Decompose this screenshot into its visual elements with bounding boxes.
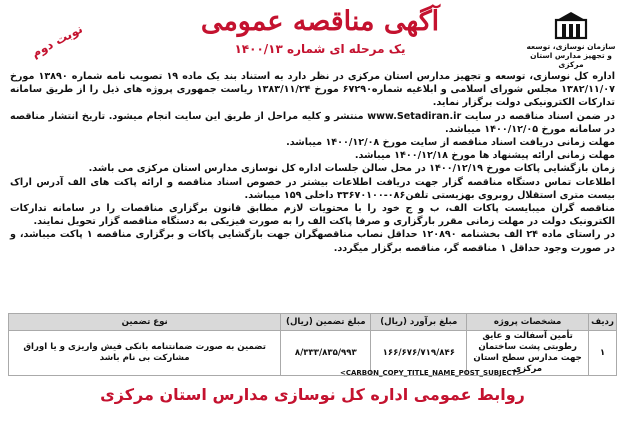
round-badge: نوبت دوم	[29, 21, 85, 61]
header-guarantee-type: نوع تضمین	[9, 314, 281, 331]
organization-block	[523, 10, 619, 69]
cell-guarantee-type: تضمین به صورت ضمانتنامه بانکی فیش واریزی و یا اوراق مشارکت بی نام باشد	[9, 331, 281, 376]
table-header-row	[9, 314, 617, 331]
notice-body	[10, 70, 615, 255]
body-paragraph: مهلت زمانی دریافت اسناد مناقصه از سایت مورخ ۱۴۰۰/۱۲/۰۸ میباشد.	[286, 137, 615, 149]
notice-header	[0, 4, 625, 70]
cell-row-number: ۱	[589, 331, 617, 376]
cell-estimate: ۱۶۶/۶۷۶/۷۱۹/۸۴۶	[371, 331, 467, 376]
table-row	[9, 331, 617, 376]
body-paragraph: اطلاعات تماس دستگاه مناقصه گزار جهت دریافت اطلاعات بیشتر در خصوص اسناد مناقصه و ارائه پاکت های الف آدرس اراک بیست متری استقلال روبروی بهزیستی تلفن۰۸۶-۳۳۶۷۰۱۰۰ داخلی ۱۵۹ میباشد.	[10, 176, 615, 201]
header-estimate: مبلغ برآورد (ریال)	[371, 314, 467, 331]
body-paragraph: در ضمن اسناد مناقصه در سایت www.Setadiran.ir منتشر و کلیه مراحل از طریق این سایت انجام میشود. تاریخ انتشار مناقصه در سامانه مورخ ۱۴۰۰/۱۲/۰۵ میباشد.	[10, 110, 616, 135]
body-paragraph: زمان بازگشایی پاکات مورخ ۱۴۰۰/۱۲/۱۹ در محل سالن جلسات اداره کل نوسازی مدارس استان مرکزی می باشد.	[88, 163, 615, 175]
notice-subtitle: یک مرحله ای شماره ۱۴۰۰/۱۳	[234, 42, 406, 56]
cell-guarantee-amount: ۸/۳۳۳/۸۳۵/۹۹۳	[281, 331, 371, 376]
project-table	[8, 313, 617, 376]
body-paragraph: مهلت زمانی ارائه پیشنهاد ها مورخ ۱۴۰۰/۱۲/۱۸ میباشد.	[354, 150, 615, 162]
header-project-spec: مشخصات پروژه	[467, 314, 589, 331]
cell-project-spec: تأمین آسفالت و عایق رطوبتی پشت ساختمان جهت مدارس سطح استان مرکزی	[467, 331, 589, 376]
header-guarantee-amount: مبلغ تضمین (ریال)	[281, 314, 371, 331]
organization-logo-icon	[554, 10, 588, 40]
public-relations-footer: روابط عمومی اداره کل نوسازی مدارس استان مرکزی	[100, 385, 525, 404]
body-paragraph: مناقصه گران میبایست پاکات الف، ب و ج خود را با محتویات لازم مطابق قانون برگزاری مناقصات را در سامانه تدارکات الکترونیک دولت در مهلت زمانی مقرر بارگزاری و صرفا پاکت الف را به صورت فیزیکی به دستگاه مناقصه گزار تحویل نمایند.	[10, 203, 615, 228]
body-paragraph: اداره کل نوسازی، توسعه و تجهیز مدارس استان مرکزی در نظر دارد به استناد بند یک ماده ۱۹ تصویب نامه شماره ۱۳۸۹۰ مورخ ۱۳۸۲/۱۱/۰۷ مجلس شورای اسلامی و ابلاغیه شماره۶۷۲۹۰ مورخ ۱۳۸۳/۱۱/۲۴ ریاست جمهوری پروژه های ذیل را از طریق سامانه تدارکات الکترونیکی دولت برگزار نماید.	[10, 71, 616, 109]
body-paragraph: در راستای ماده ۲۴ الف بخشنامه ۱۲۰۸۹۰ حداقل نصاب مناقصهگران جهت بازگشایی پاکات و برگزاری مناقصه ۱ پاکت میباشد، و در صورت وجود حداقل ۱ مناقصه گر، مناقصه برگزار میگردد.	[10, 229, 615, 254]
organization-name: سازمان نوسازی، توسعه و تجهیز مدارس استان مرکزی	[526, 42, 616, 69]
notice-title: آگهی مناقصه عمومی	[200, 6, 440, 37]
carbon-copy-placeholder: <CARBON_COPY_TITLE_NAME_POST_SUBJECT>	[340, 369, 523, 377]
header-row-number: ردیف	[589, 314, 617, 331]
